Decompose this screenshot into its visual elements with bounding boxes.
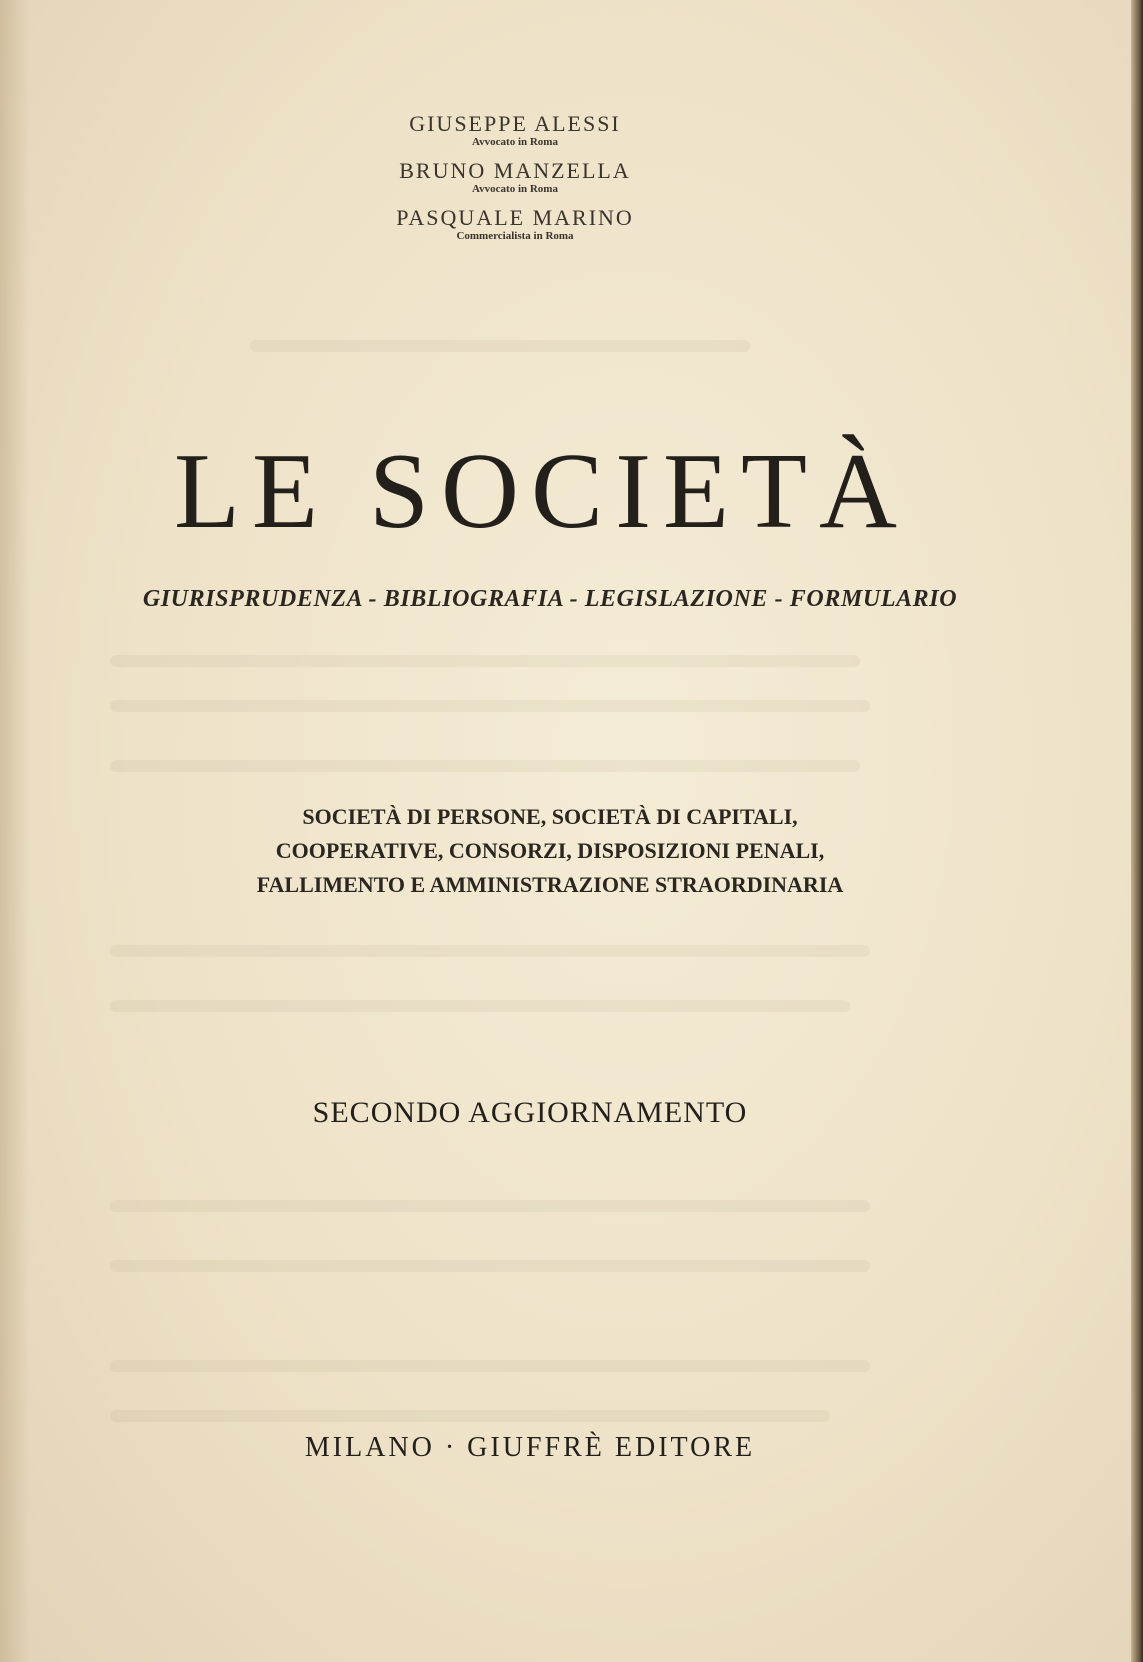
show-through-line [110,1260,870,1272]
author-role: Commercialista in Roma [456,230,574,242]
show-through-line [110,945,870,957]
show-through-line [110,1200,870,1212]
show-through-line [110,700,870,712]
author-role: Avvocato in Roma [472,183,558,195]
author-role: Avvocato in Roma [472,136,558,148]
show-through-line [110,760,860,772]
scope-description [120,800,980,902]
show-through-line [110,1000,850,1012]
author-name: PASQUALE MARINO [396,205,634,230]
show-through-line [110,655,860,667]
show-through-line [110,1360,870,1372]
scope-line: COOPERATIVE, CONSORZI, DISPOSIZIONI PENALI, [275,838,825,863]
book-subtitle: GIURISPRUDENZA - BIBLIOGRAFIA - LEGISLAZIONE - FORMULARIO [142,586,958,612]
publisher-imprint: MILANO · GIUFFRÈ EDITORE [304,1432,756,1463]
edition-label: SECONDO AGGIORNAMENTO [312,1096,748,1129]
author-name: BRUNO MANZELLA [399,158,631,183]
page-edge-right [1131,0,1143,1662]
scope-line: SOCIETÀ DI PERSONE, SOCIETÀ DI CAPITALI, [302,804,798,829]
book-title: LE SOCIETÀ [174,432,909,551]
scope-line: FALLIMENTO E AMMINISTRAZIONE STRAORDINARIA [256,872,844,897]
author-block [330,112,700,253]
show-through-line [110,1410,830,1422]
show-through-line [250,340,750,352]
page-shadow-left [0,0,30,1662]
author-name: GIUSEPPE ALESSI [409,111,621,136]
